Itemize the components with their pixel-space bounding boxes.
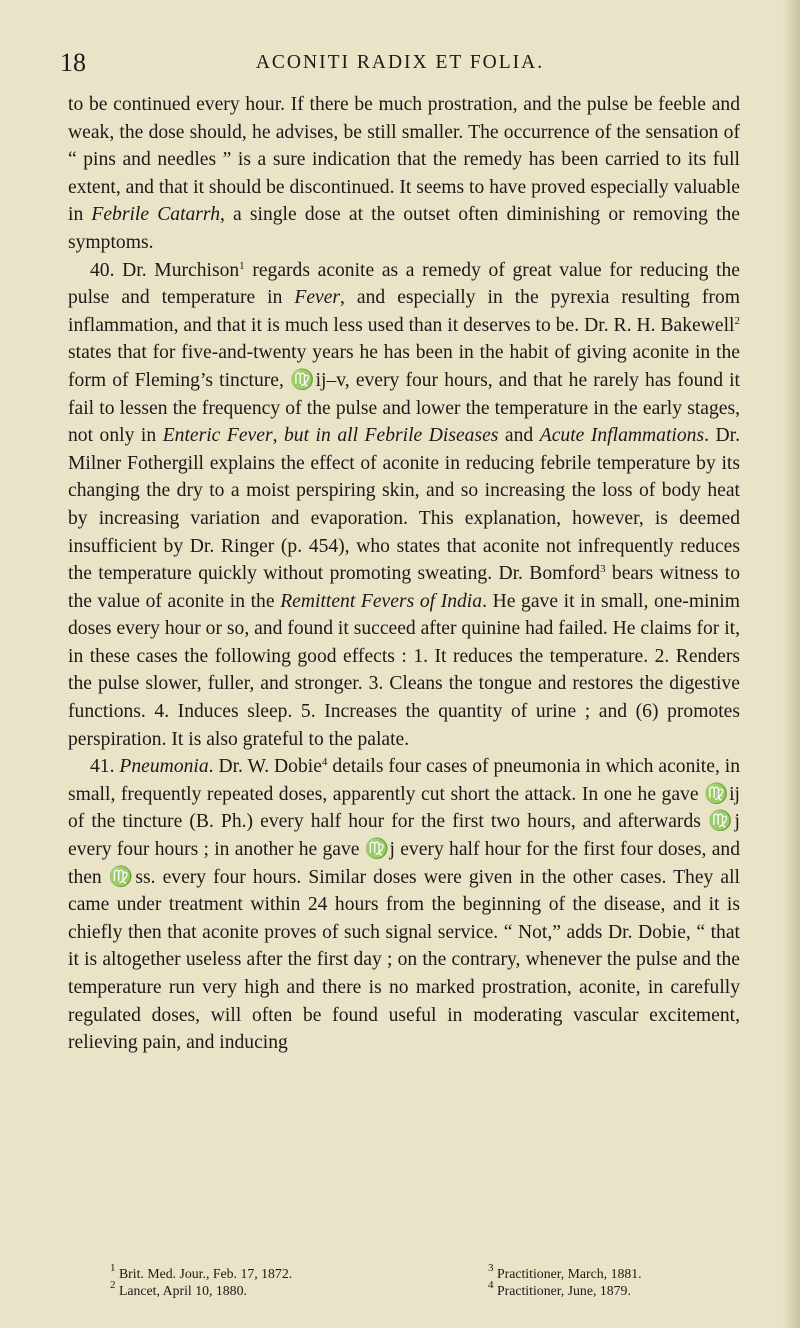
paragraph-41 <box>68 753 740 1057</box>
text-run: 40. Dr. Murchison <box>90 259 240 281</box>
footnote-text: Lancet, April 10, 1880. <box>118 1283 247 1298</box>
text-run: bears witness to the value of aconite in the <box>68 563 740 612</box>
text-run: details four cases of pneumonia in which aconite, in small, frequently repeated doses, apparently cut short the attack. In one he gave ♍ij of the tincture (B. Ph.) every half hour for the first two hours, and afterwards ♍j every four hours ; in another he gave ♍j every half hour for the first four doses, and then ♍ss. every four hours. Similar doses were given in the other cases. They all came under treatment within 24 hours from the beginning of the disease, and it is chiefly then that aconite proves of such signal service. “ Not,” adds Dr. Dobie, “ that it is altogether useless after the first day ; on the contrary, whenever the pulse and the temperature run very high and there is no marked prostration, aconite, in carefully regulated doses, will often be found useful in moderating vascular excitement, relieving pain, and inducing <box>68 756 740 1054</box>
text-run: states that for five-and-twenty years he has been in the habit of giving aconite in the form of Fleming’s tincture, ♍ij–v, every four hours, and that he rarely has found it fail to lessen the frequency of the pulse and lower the temperature in the early stages, not only in <box>68 342 740 447</box>
text-run: . Dr. W. Dobie <box>208 756 322 778</box>
emphasis: Febrile Catarrh <box>91 204 221 226</box>
footnote <box>488 1262 788 1282</box>
paragraph-continued <box>68 91 740 257</box>
page-edge-shadow <box>782 0 800 1328</box>
emphasis: Remittent Fevers of India <box>280 590 483 612</box>
emphasis: Fever <box>294 287 341 309</box>
text-run: and <box>498 425 540 447</box>
page-number: 18 <box>60 48 86 77</box>
paragraph-40 <box>68 257 740 754</box>
text-run: , <box>272 425 284 447</box>
emphasis: Enteric Fever <box>162 425 273 447</box>
emphasis: but in all Febrile Diseases <box>284 425 499 447</box>
text-run: 41. <box>90 756 120 778</box>
footnote-column-left <box>110 1262 410 1299</box>
footnote-ref: 3 <box>600 563 606 576</box>
footnote-ref: 2 <box>734 314 740 327</box>
footnote-text: Practitioner, March, 1881. <box>496 1266 642 1281</box>
text-run: , a single dose at the outset often diminishing or removing the symptoms. <box>68 204 741 253</box>
body-text <box>68 91 740 1057</box>
text-run: regards aconite as a remedy of great value for reducing the pulse and temperature in <box>68 259 740 309</box>
footnote-mark: 4 <box>488 1279 494 1291</box>
text-run: . He gave it in small, one-minim doses every hour or so, and found it succeed after quinine had failed. He claims for it, in these cases the following good effects : 1. It reduces the temperature. 2. Renders the pulse slower, fuller, and stronger. 3. Cleans the tongue and restores the digestive functions. 4. Induces sleep. 5. Increases the quantity of urine ; and (6) promotes perspiration. It is also grateful to the palate. <box>68 590 740 750</box>
footnote-mark: 2 <box>110 1279 116 1291</box>
running-title: ACONITI RADIX ET FOLIA. <box>255 52 545 73</box>
footnote-text: Practitioner, June, 1879. <box>496 1283 631 1298</box>
footnote-text: Brit. Med. Jour., Feb. 17, 1872. <box>118 1266 293 1281</box>
text-run: , and especially in the pyrexia resulting from inflammation, and that it is much less used than it deserves to be. Dr. R. H. Bakewell <box>68 287 740 336</box>
footnote <box>488 1279 788 1299</box>
emphasis: Acute Inflammations <box>539 425 705 447</box>
text-run: . Dr. Milner Fothergill explains the effect of aconite in reducing febrile temperature by its changing the dry to a moist perspiring skin, and so increasing the loss of body heat by increasing variation and evaporation. This explanation, however, is deemed insufficient by Dr. Ringer (p. 454), who states that aconite not infrequently reduces the temperature quickly without promoting sweating. Dr. Bomford <box>68 425 740 585</box>
footnote <box>110 1279 410 1299</box>
text-run: to be continued every hour. If there be much prostration, and the pulse be feeble and weak, the dose should, he advises, be still smaller. The occurrence of the sensation of “ pins and needles ” is a sure indication that the remedy has been carried to its full extent, and that it should be discontinued. It seems to have proved especially valuable in <box>68 94 740 226</box>
footnote-mark: 1 <box>110 1262 116 1274</box>
page-header <box>60 48 740 82</box>
emphasis: Pneumonia <box>119 756 209 778</box>
footnote-ref: 4 <box>321 756 328 769</box>
footnote-column-right <box>488 1262 788 1299</box>
footnote-mark: 3 <box>488 1262 494 1274</box>
footnote <box>110 1262 410 1282</box>
footnote-ref: 1 <box>239 259 245 272</box>
